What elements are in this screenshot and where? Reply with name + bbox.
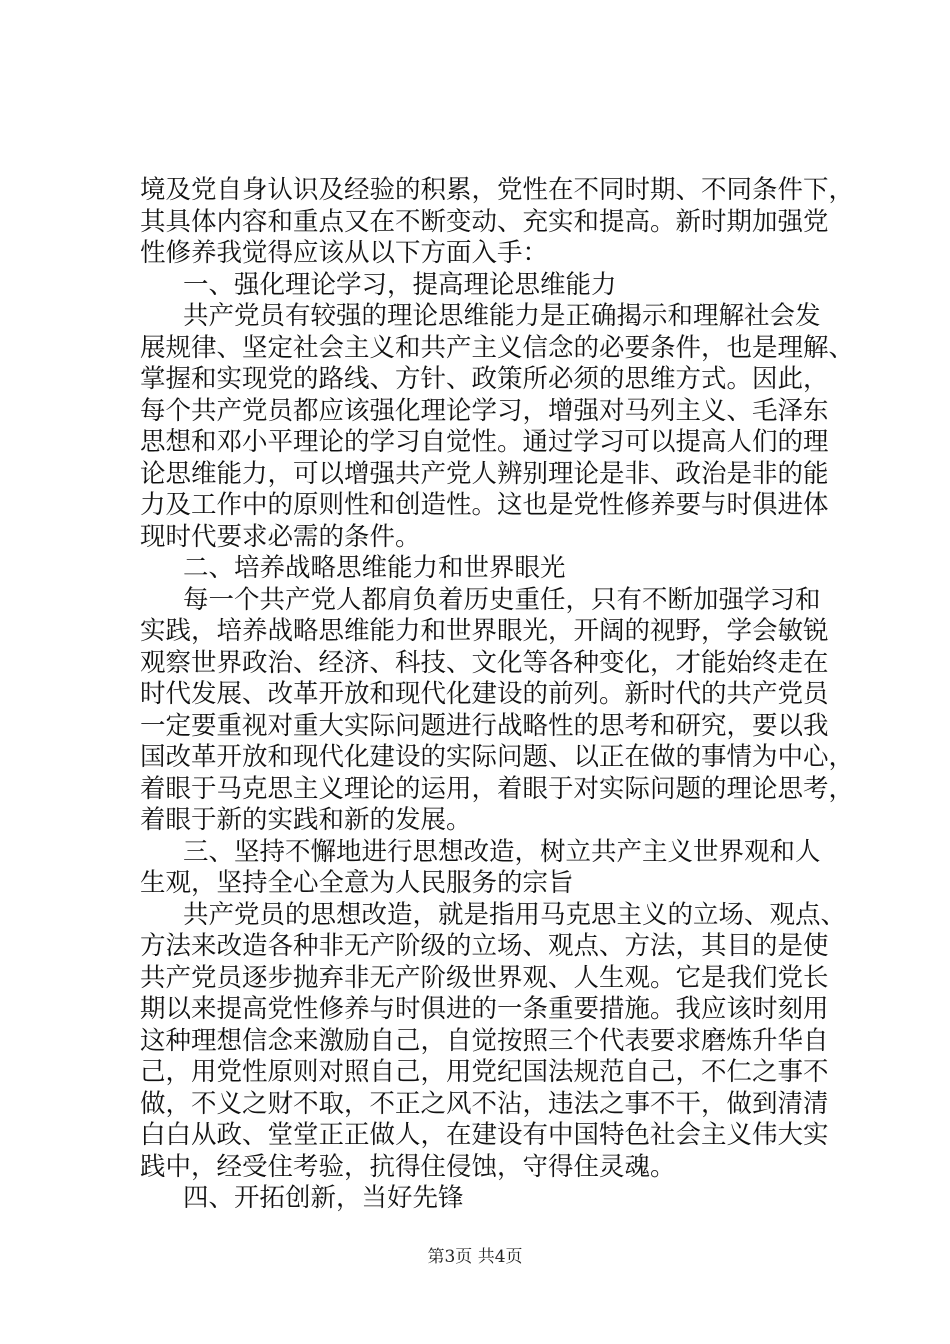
text-line: 实践，培养战略思维能力和世界眼光，开阔的视野，学会敏锐 xyxy=(140,616,829,646)
text-line: 这种理想信念来激励自己，自觉按照三个代表要求磨炼升华自 xyxy=(140,1025,829,1056)
text-line: 践中，经受住考验，抗得住侵蚀，守得住灵魂。 xyxy=(140,1151,676,1182)
text-line: 每一个共产党人都肩负着历史重任，只有不断加强学习和 xyxy=(183,584,821,615)
text-line: 共产党员逐步抛弃非无产阶级世界观、人生观。它是我们党长 xyxy=(140,962,829,993)
text-line: 白白从政、堂堂正正做人，在建设有中国特色社会主义伟大实 xyxy=(140,1120,829,1150)
text-line: 掌握和实现党的路线、方针、政策所必须的思维方式。因此， xyxy=(140,364,829,394)
page-footer xyxy=(0,1242,950,1267)
text-line: 期以来提高党性修养与时俱进的一条重要措施。我应该时刻用 xyxy=(140,994,829,1024)
text-line: 境及党自身认识及经验的积累，党性在不同时期、不同条件下， xyxy=(140,175,855,205)
text-line: 三、坚持不懈地进行思想改造，树立共产主义世界观和人 xyxy=(183,836,821,867)
text-line: 着眼于马克思主义理论的运用，着眼于对实际问题的理论思考， xyxy=(140,773,855,804)
text-line: 四、开拓创新，当好先锋 xyxy=(183,1183,464,1213)
text-line: 性修养我觉得应该从以下方面入手： xyxy=(140,238,549,268)
text-line: 方法来改造各种非无产阶级的立场、观点、方法，其目的是使 xyxy=(140,931,829,961)
text-line: 二、培养战略思维能力和世界眼光 xyxy=(183,553,566,583)
document-body xyxy=(140,175,860,1215)
text-line: 一、强化理论学习，提高理论思维能力 xyxy=(183,269,617,300)
text-line: 共产党员有较强的理论思维能力是正确揭示和理解社会发 xyxy=(183,301,821,331)
text-line: 生观，坚持全心全意为人民服务的宗旨 xyxy=(140,868,574,898)
text-line: 共产党员的思想改造，就是指用马克思主义的立场、观点、 xyxy=(183,899,847,930)
text-line: 其具体内容和重点又在不断变动、充实和提高。新时期加强党 xyxy=(140,206,829,237)
text-line: 现时代要求必需的条件。 xyxy=(140,521,421,552)
text-line: 做，不义之财不取，不正之风不沾，违法之事不干，做到清清 xyxy=(140,1088,829,1119)
text-line: 观察世界政治、经济、科技、文化等各种变化，才能始终走在 xyxy=(140,647,829,678)
text-line: 一定要重视对重大实际问题进行战略性的思考和研究，要以我 xyxy=(140,710,829,741)
text-line: 国改革开放和现代化建设的实际问题、以正在做的事情为中心， xyxy=(140,742,855,772)
text-line: 己，用党性原则对照自己，用党纪国法规范自己，不仁之事不 xyxy=(140,1057,829,1087)
text-line: 时代发展、改革开放和现代化建设的前列。新时代的共产党员 xyxy=(140,679,829,709)
text-line: 思想和邓小平理论的学习自觉性。通过学习可以提高人们的理 xyxy=(140,427,829,457)
text-line: 论思维能力，可以增强共产党人辨别理论是非、政治是非的能 xyxy=(140,458,829,489)
page-number-label: 第3页 共4页 xyxy=(427,1247,523,1267)
text-line: 着眼于新的实践和新的发展。 xyxy=(140,805,472,835)
text-line: 每个共产党员都应该强化理论学习，增强对马列主义、毛泽东 xyxy=(140,395,829,426)
text-line: 力及工作中的原则性和创造性。这也是党性修养要与时俱进体 xyxy=(140,490,829,520)
text-line: 展规律、坚定社会主义和共产主义信念的必要条件，也是理解、 xyxy=(140,332,855,363)
